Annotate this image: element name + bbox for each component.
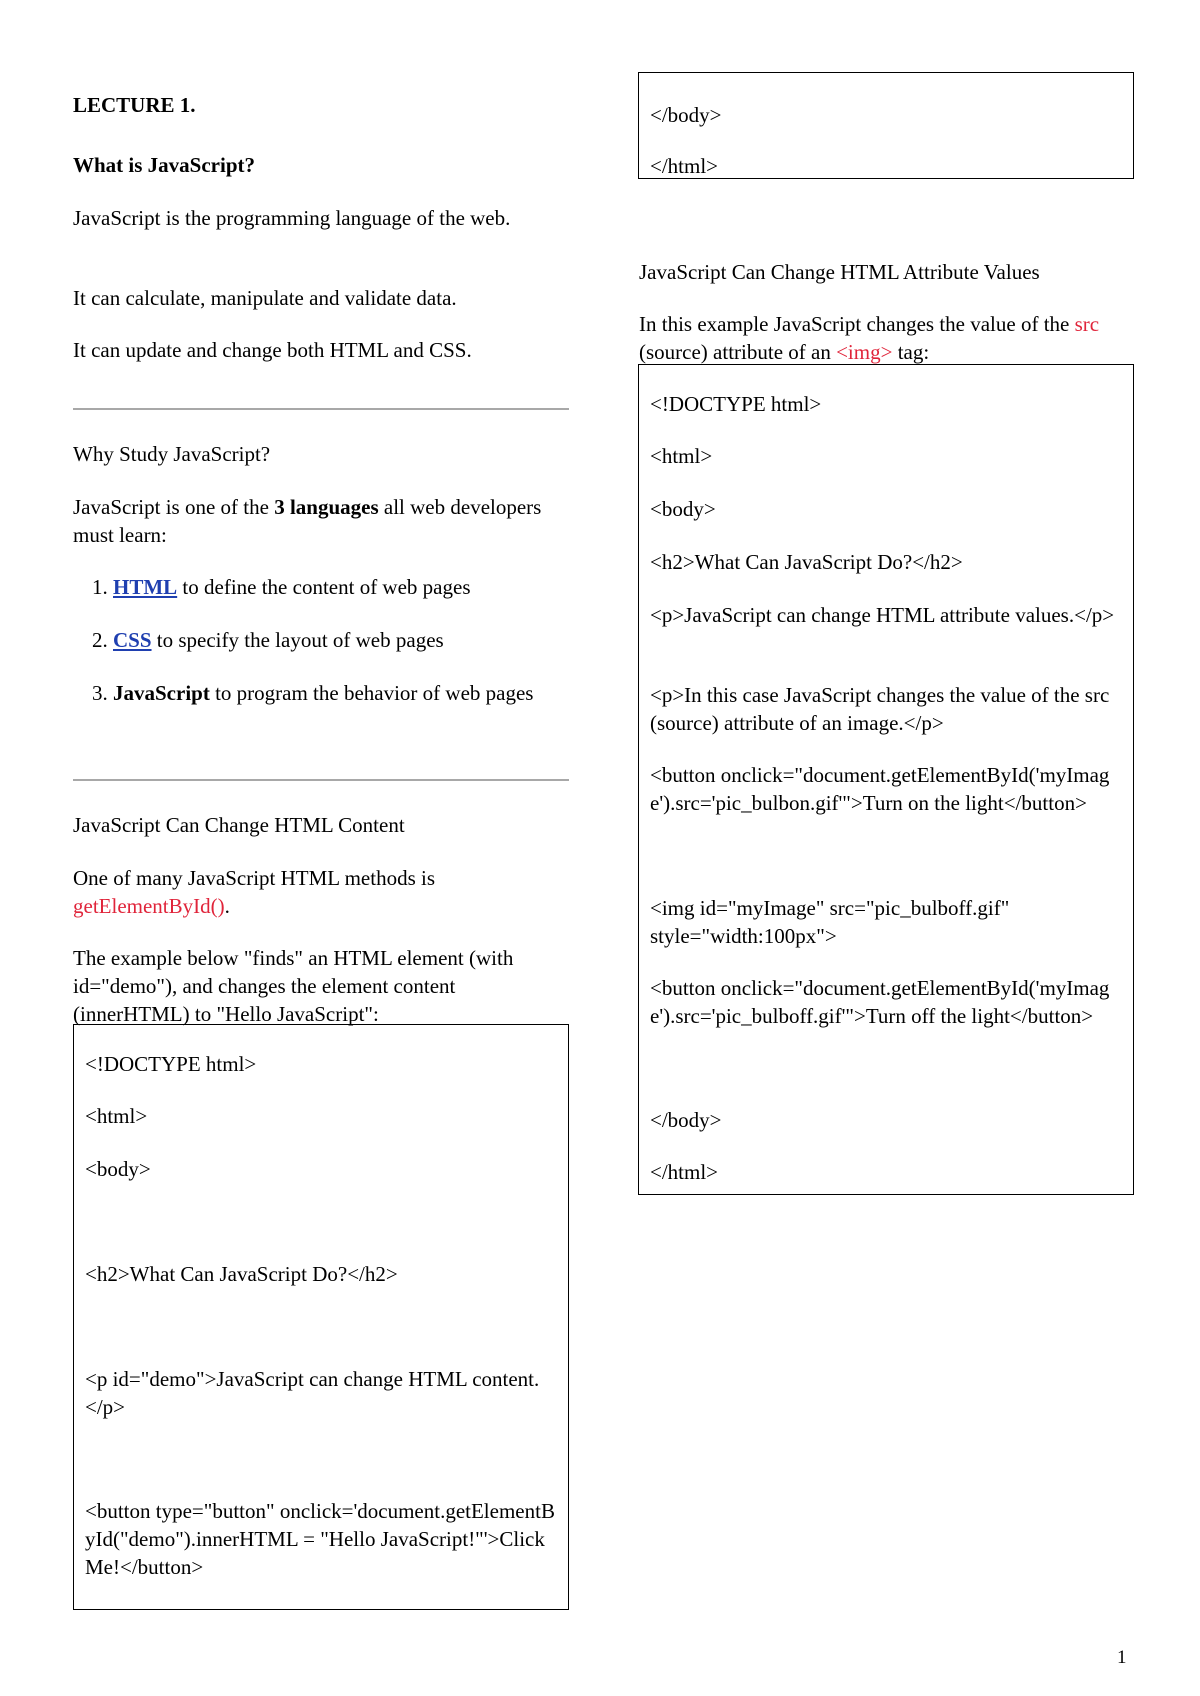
change-content-heading: JavaScript Can Change HTML Content xyxy=(73,813,405,837)
attribute-paragraph: In this example JavaScript changes the value of the src (source) attribute of an <img> tag: xyxy=(639,312,1100,364)
code-line: <!DOCTYPE html> xyxy=(85,1052,257,1076)
horizontal-rule-2 xyxy=(73,779,569,781)
code-line: <h2>What Can JavaScript Do?</h2> xyxy=(85,1262,398,1286)
code-line: <button type="button" onclick='document.getElementById("demo").innerHTML = "Hello JavaScript!"'>Click Me!</button> xyxy=(85,1499,555,1579)
list-item-javascript: 3. JavaScript to program the behavior of web pages xyxy=(92,681,534,705)
code-line: </html> xyxy=(650,154,719,178)
attribute-heading: JavaScript Can Change HTML Attribute Values xyxy=(639,260,1040,284)
code-line: <button onclick="document.getElementById('myImage').src='pic_bulboff.gif'">Turn off the light</button> xyxy=(650,976,1110,1028)
code-line: <html> xyxy=(85,1104,148,1128)
intro-paragraph-2: It can calculate, manipulate and validate data. xyxy=(73,286,457,310)
code-line: <img id="myImage" src="pic_bulboff.gif" style="width:100px"> xyxy=(650,896,1010,948)
code-line: <p id="demo">JavaScript can change HTML content.</p> xyxy=(85,1367,540,1419)
html-link[interactable]: HTML xyxy=(113,575,178,599)
code-box-change-content xyxy=(73,1024,569,1610)
code-line: <!DOCTYPE html> xyxy=(650,392,822,416)
intro-paragraph-1: JavaScript is the programming language of the web. xyxy=(73,206,511,230)
code-line: <p>In this case JavaScript changes the value of the src (source) attribute of an image.</p> xyxy=(650,683,1110,735)
code-box-attribute xyxy=(638,364,1134,1195)
why-heading: Why Study JavaScript? xyxy=(73,442,271,466)
intro-paragraph-3: It can update and change both HTML and CSS. xyxy=(73,338,472,362)
lecture-title: LECTURE 1. xyxy=(73,93,196,117)
code-line: </body> xyxy=(650,1108,722,1132)
list-item-css: 2. CSS to specify the layout of web pages xyxy=(92,628,444,652)
list-item-html: 1. HTML to define the content of web pages xyxy=(92,575,471,599)
horizontal-rule-1 xyxy=(73,408,569,410)
code-line: <h2>What Can JavaScript Do?</h2> xyxy=(650,550,963,574)
methods-paragraph: One of many JavaScript HTML methods is getElementById(). xyxy=(73,866,435,918)
code-line: </body> xyxy=(650,103,722,127)
css-link[interactable]: CSS xyxy=(113,628,152,652)
code-line: <body> xyxy=(85,1157,151,1181)
question-heading: What is JavaScript? xyxy=(73,153,256,177)
page-number: 1 xyxy=(1117,1647,1127,1668)
code-box-continuation xyxy=(638,72,1134,179)
code-line: <body> xyxy=(650,497,716,521)
code-line: <html> xyxy=(650,444,713,468)
example-description: The example below "finds" an HTML element (with id="demo"), and changes the element content (innerHTML) to "Hello JavaScript": xyxy=(73,946,514,1026)
code-line: </html> xyxy=(650,1160,719,1184)
code-line: <button onclick="document.getElementById('myImage').src='pic_bulbon.gif'">Turn on the light</button> xyxy=(650,763,1110,815)
why-paragraph: JavaScript is one of the 3 languages all web developers must learn: xyxy=(73,495,542,547)
code-line: <p>JavaScript can change HTML attribute values.</p> xyxy=(650,603,1115,627)
